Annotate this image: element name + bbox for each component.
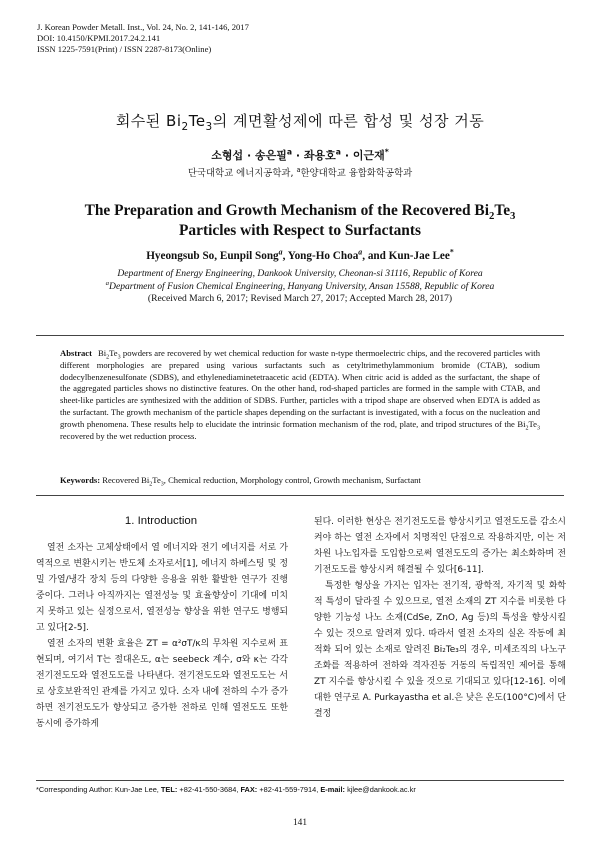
korean-authors: 소형섭 · 송은필$^a$ · 좌용호$^a$ · 이근재* <box>211 147 389 162</box>
english-affiliations <box>0 268 600 306</box>
paragraph: 된다. 이러한 현상은 전기전도도를 향상시키고 열전도도를 감소시켜야 하는 열전 소자에서 치명적인 단점으로 작용하지만, 이는 저차원 나노입자를 도입함으로써 열전도도의 증가는 최소화하며 전기전도도를 향상시켜 해결될 수 있다[6-11]. <box>314 517 566 575</box>
paragraph: 특정한 형상을 가지는 입자는 전기적, 광학적, 자기적 및 화학적 특성이 달라질 수 있으므로, 열전 소재의 ZT 지수를 비롯한 다양한 기능성 나노 소재(CdSe, ZnO, Ag 등)의 특성을 향상시킬 수 있는 것으로 알려져 있다. 따라서 열전 소자의 실온 작동에 최적화 되어 있는 소재로 알려진 Bi₂Te₃의 경우, 미세조직의 나노구조화를 적용하여 전하와 격자진동 거동의 독립적인 제어를 통해 ZT 지수를 향상시킬 수 있을 것으로 기대되고 있다[12-16]. 이에 대한 연구로 A. Purkayastha et al.은 낮은 온도(100°C)에서 단결정 <box>314 581 566 719</box>
english-title-line2: Particles with Respect to Surfactants <box>179 222 421 239</box>
body-column-left <box>36 540 288 732</box>
journal-citation: J. Korean Powder Metall. Inst., Vol. 24, No. 2, 141-146, 2017 <box>37 22 249 32</box>
korean-affiliation: 단국대학교 에너지공학과, $^a$한양대학교 융합화학공학과 <box>187 165 413 179</box>
english-title <box>0 201 600 241</box>
paragraph: 열전 소자는 고체상태에서 열 에너지와 전기 에너지를 서로 가역적으로 변환시키는 반도체 소자로서[1], 에너지 하베스팅 및 정밀 가열/냉각 장치 등의 다양한 응용을 위한 활발한 연구가 진행 중이다. 그러나 아직까지는 열전성능 및 효율향상이 기대에 미치지 못하고 있는 실정으로서, 열전성능 향상을 위한 연구도 병행되고 있다[2-5]. <box>36 543 288 633</box>
footnote-rule <box>36 780 564 781</box>
keywords: Keywords: Recovered $Bi_2Te_3$, Chemical reduction, Morphology control, Growth mechanism, Surfactant <box>60 475 421 488</box>
body-column-right <box>314 514 566 722</box>
english-authors: Hyeongsub So, Eunpil Song$^a$, Yong-Ho Choa$^a$, and Kun-Jae Lee* <box>146 247 454 262</box>
doi-line: DOI: 10.4150/KPMI.2017.24.2.141 <box>37 33 161 44</box>
abstract-label: Abstract <box>60 348 92 358</box>
received-dates: (Received March 6, 2017; Revised March 27, 2017; Accepted March 28, 2017) <box>147 293 453 305</box>
email-link[interactable]: kjlee@dankook.ac.kr <box>347 785 416 794</box>
corresponding-author-footnote: *Corresponding Author: Kun-Jae Lee, TEL: +82-41-550-3684, FAX: +82-41-559-7914, E-mail: kjlee@dankook.ac.kr <box>36 785 416 794</box>
paragraph: 열전 소자의 변환 효율은 ZT = α²σT/κ의 무차원 지수로써 표현되며, 여기서 T는 절대온도, α는 seebeck 계수, σ와 κ는 각각 전기전도도와 열전도도를 나타낸다. 전기전도도와 열전도도는 서로 상호보완적인 관계를 가지고 있다. 소자 내에 전하의 수가 증가하면 전기전도도가 향상되고 증가한 전하로 인해 열전도도 또한 동시에 증가하게 <box>36 639 288 729</box>
page-number: 141 <box>292 818 308 828</box>
korean-title: 회수된 $Bi_2Te_3$의 계면활성제에 따른 합성 및 성장 거동 <box>115 112 485 133</box>
issn-line: ISSN 1225-7591(Print) / ISSN 2287-8173(Online) <box>37 44 212 55</box>
section-heading-introduction: 1. Introduction <box>124 515 198 527</box>
english-title-line1: The Preparation and Growth Mechanism of the Recovered $Bi_2Te_3$ <box>84 202 516 223</box>
journal-header <box>37 22 249 56</box>
abstract-top-rule <box>36 335 564 336</box>
affiliation-2: $^a$Department of Fusion Chemical Engineering, Hanyang University, Ansan 15588, Republic of Korea <box>105 279 495 292</box>
abstract: Abstract $Bi_2Te_3$ powders are recovered by wet chemical reduction for waste n-type thermoelectric chips, and the recovered particles with different morphologies are prepared using various surfactants such as cetyltrimethylammonium bromide (CTAB), sodium dodecylbenzenesulfonate (SDBS), and ethylenediaminetetraacetic acid (EDTA). When citric acid is added as the surfactant, the shape of the aggregated particles shows no distinctive features. On the other hand, rod-shaped particles are formed in the sample with CTAB, and sheet-like particles are synthesized with the addition of SDBS. Further, particles with a tripod shape are observed when EDTA is added as the surfactant. The growth mechanism of the particle shapes depending on the surfactant is investigated, with a focus on the nucleation and growth phenomena. These results help to elucidate the intrinsic formation mechanism of the rod, plate, and tripod structures of the $Bi_2Te_3$ recovered by the wet reduction process. <box>60 348 540 441</box>
keywords-label: Keywords: <box>60 475 101 485</box>
abstract-bottom-rule <box>36 495 564 496</box>
affiliation-1: Department of Energy Engineering, Dankook University, Cheonan-si 31116, Republic of Korea <box>117 268 483 279</box>
